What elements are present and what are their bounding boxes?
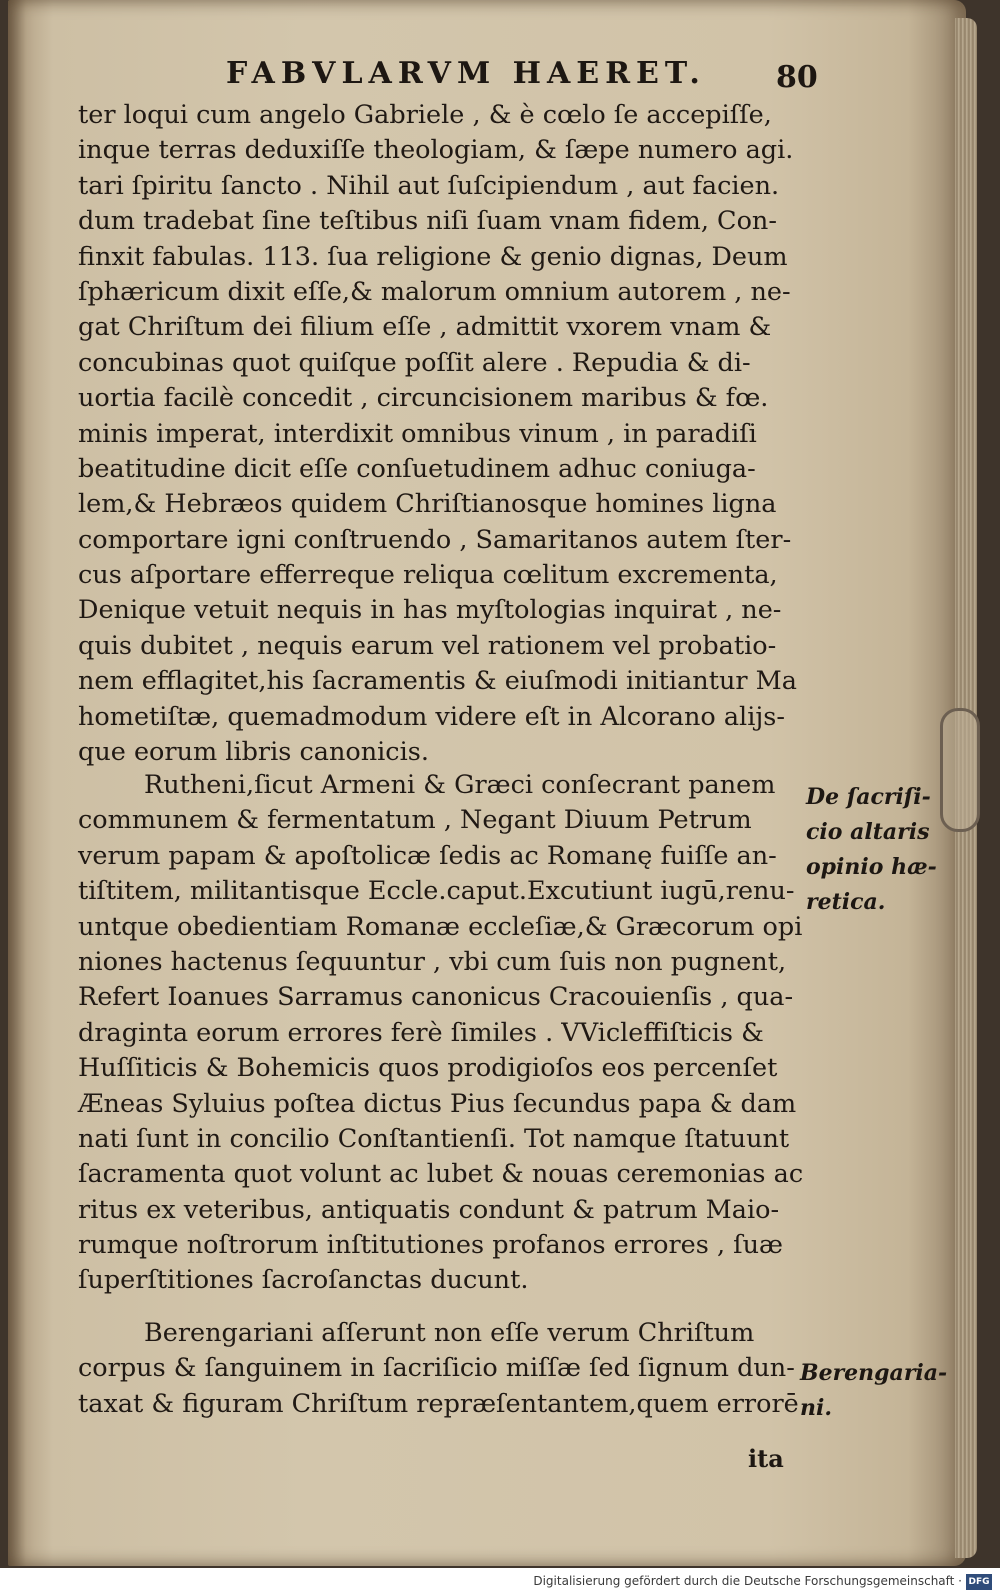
text-line: uortia facilè concedit , circuncisionem maribus & fœ.: [78, 383, 769, 414]
text-line: communem & fermentatum , Negant Diuum Petrum: [78, 805, 752, 836]
book-page: [8, 0, 966, 1566]
text-line: Rutheni,ſicut Armeni & Græci conſecrant panem: [144, 770, 776, 800]
marginal-note-sacrifice: [806, 780, 937, 920]
text-line: quis dubitet , nequis earum vel rationem vel probatio-: [78, 630, 777, 661]
marginal-line: opinio hæ-: [806, 854, 937, 880]
text-line: draginta eorum errores ferè ſimiles . VVicleffiſticis &: [78, 1017, 764, 1048]
main-text: [78, 98, 808, 1419]
text-line: cus aſportare efferreque reliqua cœlitum excrementa,: [78, 560, 778, 591]
text-line: finxit fabulas. 113. ſua religione & genio dignas, Deum: [78, 241, 788, 272]
text-line: Denique vetuit nequis in has myſtologias inquirat , ne-: [78, 595, 782, 626]
text-line: Refert Ioanues Sarramus canonicus Cracouienſis , qua-: [78, 982, 794, 1013]
text-line: concubinas quot quiſque poſſit alere . Repudia & di-: [78, 347, 751, 378]
text-line: corpus & ſanguinem in ſacriſicio miſſæ ſed ſignum dun-: [78, 1353, 795, 1384]
funding-credit: Digitalisierung gefördert durch die Deutsche Forschungsgemeinschaft ·: [533, 1574, 962, 1588]
text-line: comportare igni conſtruendo , Samaritanos autem ſter-: [78, 524, 792, 555]
dfg-logo: DFG: [966, 1574, 992, 1590]
text-line: que eorum libris canonicis.: [78, 737, 429, 768]
page-header: [8, 56, 966, 96]
marginal-line: cio altaris: [806, 819, 930, 845]
text-line: beatitudine dicit eſſe conſuetudinem adhuc coniuga-: [78, 453, 756, 484]
text-line: untque obedientiam Romanæ eccleſiæ,& Græcorum opi: [78, 911, 803, 942]
text-line: niones hactenus ſequuntur , vbi cum ſuis non pugnent,: [78, 946, 787, 977]
text-line: inque terras deduxiſſe theologiam, & ſæpe numero agi.: [78, 135, 794, 166]
marginal-note-berengarians: [800, 1356, 947, 1426]
text-line: ter loqui cum angelo Gabriele , & è cœlo ſe accepiſſe,: [78, 100, 772, 130]
paragraph-1: [78, 98, 808, 770]
footer-bar: [0, 1568, 1000, 1596]
text-line: taxat & figuram Chriſtum repræſentantem,quem errorē: [78, 1388, 799, 1419]
text-line: Huſſiticis & Bohemicis quos prodigioſos eos percenſet: [78, 1053, 778, 1084]
catchword: ita: [748, 1444, 784, 1473]
marginal-line: Berengaria-: [800, 1360, 948, 1386]
text-line: nem efflagitet,his ſacramentis & eiuſmodi initiantur Ma: [78, 666, 797, 697]
text-line: ſuperſtitiones ſacroſanctas ducunt.: [78, 1265, 529, 1296]
text-line: dum tradebat ſine teſtibus niſi ſuam vnam fidem, Con-: [78, 206, 777, 237]
text-line: verum papam & apoſtolicæ ſedis ac Romanę fuiſſe an-: [78, 840, 777, 871]
text-line: ſphæricum dixit eſſe,& malorum omnium autorem , ne-: [78, 276, 791, 307]
folio-number: 80: [776, 60, 818, 95]
marginal-line: De ſacriſi-: [806, 784, 931, 810]
text-line: tari ſpiritu ſancto . Nihil aut ſuſcipiendum , aut facien.: [78, 170, 780, 201]
book-clasp: [940, 708, 980, 832]
paragraph-3: [78, 1316, 799, 1422]
text-line: Æneas Syluius poſtea dictus Pius ſecundus papa & dam: [78, 1088, 797, 1119]
running-title: FABVLARVM HAERET.: [226, 56, 706, 91]
text-line: Berengariani aſſerunt non eſſe verum Chriſtum: [144, 1318, 755, 1348]
text-line: gat Chriſtum dei filium eſſe , admittit vxorem vnam &: [78, 312, 772, 343]
text-line: rumque noſtrorum inſtitutiones profanos errores , ſuæ: [78, 1230, 783, 1261]
text-line: ſacramenta quot volunt ac lubet & nouas ceremonias ac: [78, 1159, 804, 1190]
text-line: nati ſunt in concilio Conſtantienſi. Tot namque ſtatuunt: [78, 1123, 790, 1154]
text-line: lem,& Hebræos quidem Chriſtianosque homines ligna: [78, 489, 777, 520]
paragraph-2: [78, 768, 803, 1299]
text-line: tiſtitem, militantisque Eccle.caput.Excutiunt iugū,renu-: [78, 876, 795, 907]
marginal-line: retica.: [806, 889, 886, 915]
text-line: hometiſtæ, quemadmodum videre eſt in Alcorano alijs-: [78, 701, 785, 732]
text-line: minis imperat, interdixit omnibus vinum , in paradiſi: [78, 418, 757, 449]
marginal-line: ni.: [800, 1395, 833, 1421]
text-line: ritus ex veteribus, antiquatis condunt & patrum Maio-: [78, 1194, 780, 1225]
